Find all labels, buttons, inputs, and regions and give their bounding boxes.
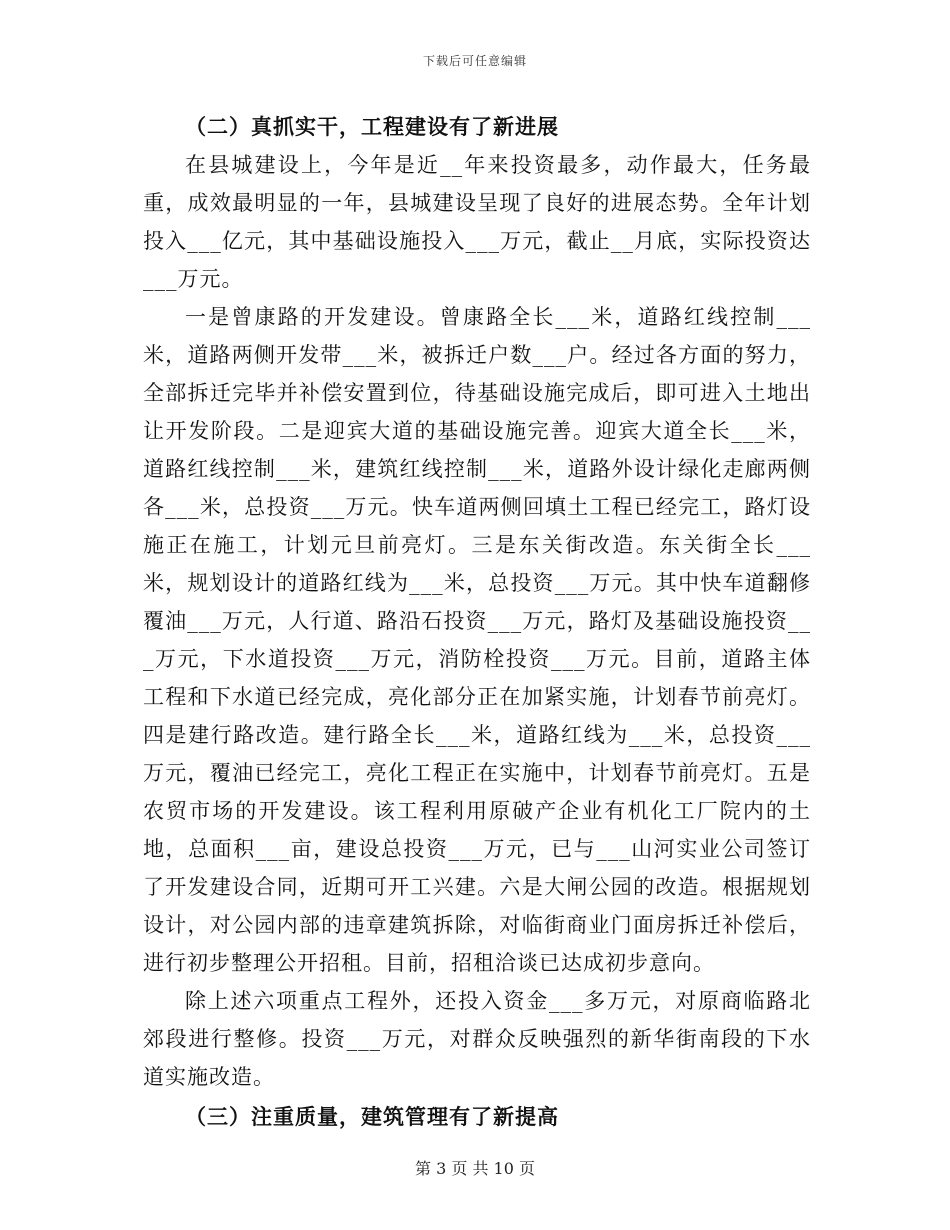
paragraph-projects: 一是曾康路的开发建设。曾康路全长___米，道路红线控制___米，道路两侧开发带___米，被拆迁户数___户。经过各方面的努力，全部拆迁完毕并补偿安置到位，待基础设施完成后，即可进入土地出让开发阶段。二是迎宾大道的基础设施完善。迎宾大道全长___米，道路红线控制___米，建筑红线控制___米，道路外设计绿化走廊两侧各___米，总投资___万元。快车道两侧回填土工程已经完工，路灯设施正在施工，计划元旦前亮灯。三是东关街改造。东关街全长___米，规划设计的道路红线为___米，总投资___万元。其中快车道翻修覆油___万元，人行道、路沿石投资___万元，路灯及基础设施投资___万元，下水道投资___万元，消防栓投资___万元。目前，道路主体工程和下水道已经完成，亮化部分正在加紧实施，计划春节前亮灯。四是建行路改造。建行路全长___米，道路红线为___米，总投资___万元，覆油已经完工，亮化工程正在实施中，计划春节前亮灯。五是农贸市场的开发建设。该工程利用原破产企业有机化工厂院内的土地，总面积___亩，建设总投资___万元，已与___山河实业公司签订了开发建设合同，近期可开工兴建。六是大闸公园的改造。根据规划设计，对公园内部的违章建筑拆除，对临街商业门面房拆迁补偿后，进行初步整理公开招租。目前，招租洽谈已达成初步意向。 — [143, 305, 811, 975]
section-heading-2: （二）真抓实干，工程建设有了新进展 — [185, 115, 559, 139]
page-header-note: 下载后可任意编辑 — [422, 54, 527, 68]
paragraph-additional: 除上述六项重点工程外，还投入资金___多万元，对原商临路北郊段进行整修。投资___万元，对群众反映强烈的新华街南段的下水道实施改造。 — [143, 989, 811, 1089]
document-body — [143, 108, 811, 1136]
section-heading-3: （三）注重质量，建筑管理有了新提高 — [185, 1105, 559, 1129]
paragraph-overview: 在县城建设上，今年是近__年来投资最多，动作最大，任务最重，成效最明显的一年，县城建设呈现了良好的进展态势。全年计划投入___亿元，其中基础设施投入___万元，截止__月底，实际投资达___万元。 — [143, 153, 811, 291]
page-number-footer: 第 3 页 共 10 页 — [415, 1159, 535, 1178]
